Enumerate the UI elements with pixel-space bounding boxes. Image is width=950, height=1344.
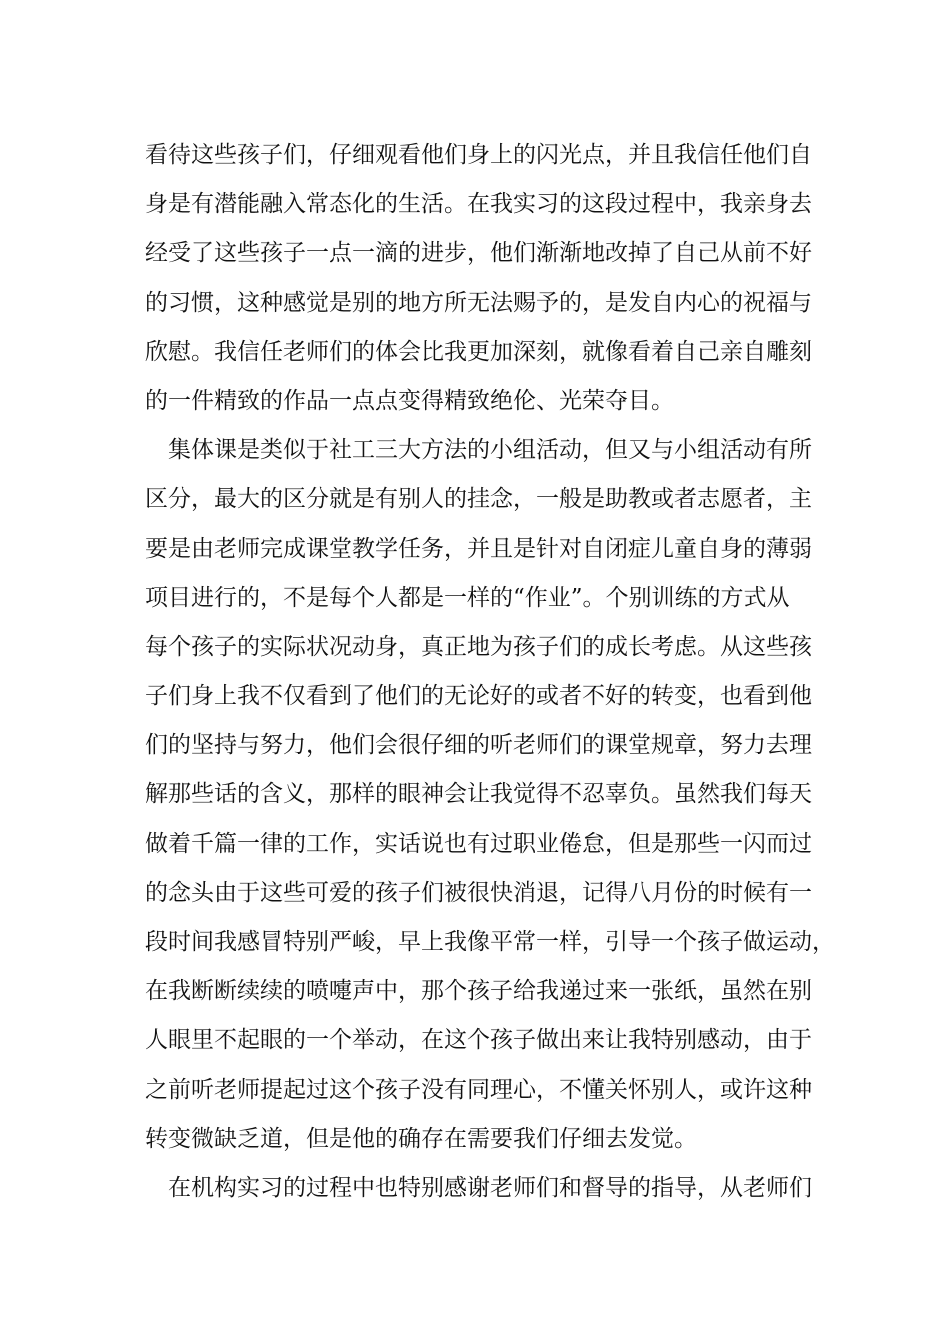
text-line: 经受了这些孩子一点一滴的进步，他们渐渐地改掉了自己从前不好: [145, 240, 812, 267]
text-line: 解那些话的含义，那样的眼神会让我觉得不忍辜负。虽然我们每天: [145, 781, 812, 808]
text-line: 做着千篇一律的工作，实话说也有过职业倦怠，但是那些一闪而过: [145, 830, 812, 857]
text-line: 的习惯，这种感觉是别的地方所无法赐予的，是发自内心的祝福与: [145, 289, 812, 316]
text-line: 之前听老师提起过这个孩子没有同理心，不懂关怀别人，或许这种: [145, 1076, 812, 1103]
text-line: 区分，最大的区分就是有别人的挂念，一般是助教或者志愿者，主: [145, 486, 812, 513]
text-line: 的念头由于这些可爱的孩子们被很快消退，记得八月份的时候有一: [145, 879, 812, 906]
text-line: 的一件精致的作品一点点变得精致绝伦、光荣夺目。: [145, 387, 674, 414]
text-line: 要是由老师完成课堂教学任务，并且是针对自闭症儿童自身的薄弱: [145, 535, 812, 562]
text-line: 欣慰。我信任老师们的体会比我更加深刻，就像看着自己亲自雕刻: [145, 338, 812, 365]
text-line: 们的坚持与努力，他们会很仔细的听老师们的课堂规章，努力去理: [145, 732, 812, 759]
text-line: 人眼里不起眼的一个举动，在这个孩子做出来让我特别感动，由于: [145, 1027, 812, 1054]
text-line: 段时间我感冒特别严峻，早上我像平常一样，引导一个孩子做运动，: [145, 929, 835, 955]
text-line: 身是有潜能融入常态化的生活。在我实习的这段过程中，我亲身去: [145, 191, 812, 218]
text-line: 项目进行的，不是每个人都是一样的“作业”。个别训练的方式从: [145, 584, 790, 611]
text-line: 在我断断续续的喷嚏声中，那个孩子给我递过来一张纸，虽然在别: [145, 978, 812, 1005]
text-line: 子们身上我不仅看到了他们的无论好的或者不好的转变，也看到他: [145, 683, 812, 710]
text-line: 每个孩子的实际状况动身，真正地为孩子们的成长考虑。从这些孩: [145, 633, 812, 660]
text-line: 看待这些孩子们，仔细观看他们身上的闪光点，并且我信任他们自: [145, 142, 812, 168]
paragraph-start-line: 在机构实习的过程中也特别感谢老师们和督导的指导，从老师们: [168, 1174, 812, 1201]
paragraph-start-line: 集体课是类似于社工三大方法的小组活动，但又与小组活动有所: [168, 437, 812, 464]
text-line: 转变微缺乏道，但是他的确存在需要我们仔细去发觉。: [145, 1125, 697, 1152]
body-text: [145, 131, 835, 1213]
